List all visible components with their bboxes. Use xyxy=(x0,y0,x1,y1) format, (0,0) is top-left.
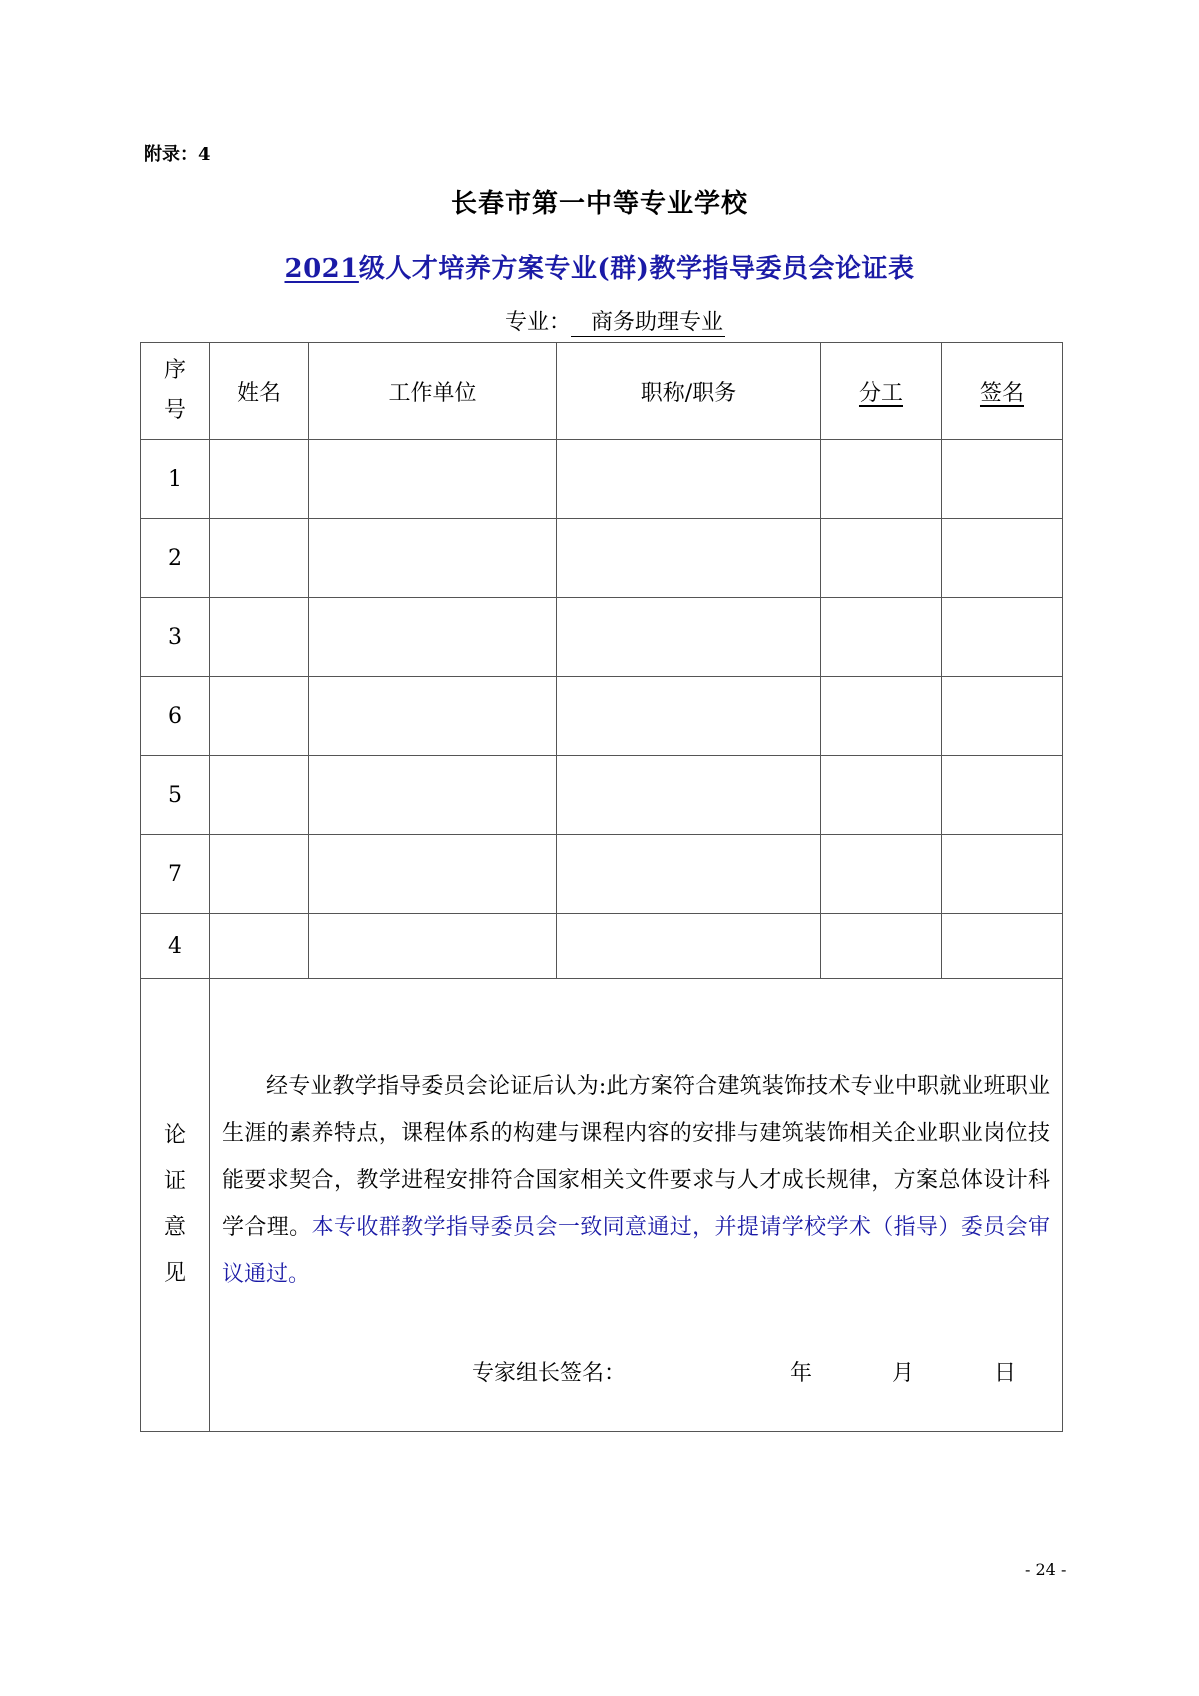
unit-cell[interactable] xyxy=(309,440,557,519)
title-cell[interactable] xyxy=(557,835,821,914)
table-row xyxy=(141,756,1063,835)
major-label: 专业： xyxy=(505,310,572,335)
opinion-label: 论证意见 xyxy=(141,979,210,1432)
role-cell[interactable] xyxy=(821,440,942,519)
major-value: 商务助理专业 xyxy=(571,310,725,337)
signature-cell[interactable] xyxy=(942,440,1063,519)
role-cell[interactable] xyxy=(821,914,942,979)
review-form-table xyxy=(140,342,1063,1432)
opinion-text xyxy=(222,1063,1050,1298)
row-number: 1 xyxy=(141,440,210,519)
signoff-year: 年 xyxy=(790,1361,813,1386)
signoff-month: 月 xyxy=(892,1361,915,1386)
unit-cell[interactable] xyxy=(309,835,557,914)
appendix-label: 附录：4 xyxy=(144,144,211,165)
unit-cell[interactable] xyxy=(309,519,557,598)
unit-cell[interactable] xyxy=(309,598,557,677)
name-cell[interactable] xyxy=(210,598,309,677)
role-cell[interactable] xyxy=(821,598,942,677)
header-signature: 签名 xyxy=(942,343,1063,440)
title-cell[interactable] xyxy=(557,914,821,979)
opinion-text-black: 经专业教学指导委员会论证后认为:此方案符合建筑装饰技术专业中职就业班职业生涯的素养特点，课程体系的构建与课程内容的安排与建筑装饰相关企业职业岗位技能要求契合，教学进程安排符合国家相关文件要求与人才成长规律，方案总体设计科学合理。 xyxy=(222,1074,1050,1240)
role-cell[interactable] xyxy=(821,519,942,598)
table-row xyxy=(141,440,1063,519)
unit-cell[interactable] xyxy=(309,756,557,835)
signoff-day: 日 xyxy=(994,1361,1017,1386)
header-role: 分工 xyxy=(821,343,942,440)
table-row xyxy=(141,598,1063,677)
name-cell[interactable] xyxy=(210,677,309,756)
header-title: 职称/职务 xyxy=(557,343,821,440)
signature-cell[interactable] xyxy=(942,598,1063,677)
title-cell[interactable] xyxy=(557,677,821,756)
title-cell[interactable] xyxy=(557,519,821,598)
table-header-row xyxy=(141,343,1063,440)
role-cell[interactable] xyxy=(821,756,942,835)
header-name: 姓名 xyxy=(210,343,309,440)
role-cell[interactable] xyxy=(821,677,942,756)
role-cell[interactable] xyxy=(821,835,942,914)
name-cell[interactable] xyxy=(210,914,309,979)
opinion-text-blue: 本专收群教学指导委员会一致同意通过，并提请学校学术（指导）委员会审议通过。 xyxy=(222,1215,1050,1287)
table-row xyxy=(141,914,1063,979)
row-number: 2 xyxy=(141,519,210,598)
table-row xyxy=(141,677,1063,756)
name-cell[interactable] xyxy=(210,440,309,519)
table-row xyxy=(141,835,1063,914)
table-row xyxy=(141,519,1063,598)
signoff-line xyxy=(472,1356,1016,1387)
signature-cell[interactable] xyxy=(942,677,1063,756)
signature-cell[interactable] xyxy=(942,835,1063,914)
row-number: 4 xyxy=(141,914,210,979)
opinion-cell xyxy=(210,979,1063,1432)
title-year: 2021 xyxy=(284,254,359,284)
title-cell[interactable] xyxy=(557,440,821,519)
row-number: 6 xyxy=(141,677,210,756)
unit-cell[interactable] xyxy=(309,914,557,979)
header-seq: 序号 xyxy=(141,343,210,440)
title-text: 级人才培养方案专业(群)教学指导委员会论证表 xyxy=(358,254,915,284)
document-title xyxy=(0,248,1199,285)
row-number: 5 xyxy=(141,756,210,835)
row-number: 7 xyxy=(141,835,210,914)
name-cell[interactable] xyxy=(210,519,309,598)
name-cell[interactable] xyxy=(210,835,309,914)
title-cell[interactable] xyxy=(557,756,821,835)
signoff-label: 专家组长签名： xyxy=(472,1361,627,1386)
page-number: - 24 - xyxy=(1025,1560,1067,1579)
signature-cell[interactable] xyxy=(942,914,1063,979)
major-line xyxy=(505,305,725,337)
school-name: 长春市第一中等专业学校 xyxy=(450,189,748,219)
signature-cell[interactable] xyxy=(942,756,1063,835)
title-cell[interactable] xyxy=(557,598,821,677)
opinion-row xyxy=(141,979,1063,1432)
unit-cell[interactable] xyxy=(309,677,557,756)
name-cell[interactable] xyxy=(210,756,309,835)
signature-cell[interactable] xyxy=(942,519,1063,598)
row-number: 3 xyxy=(141,598,210,677)
header-unit: 工作单位 xyxy=(309,343,557,440)
